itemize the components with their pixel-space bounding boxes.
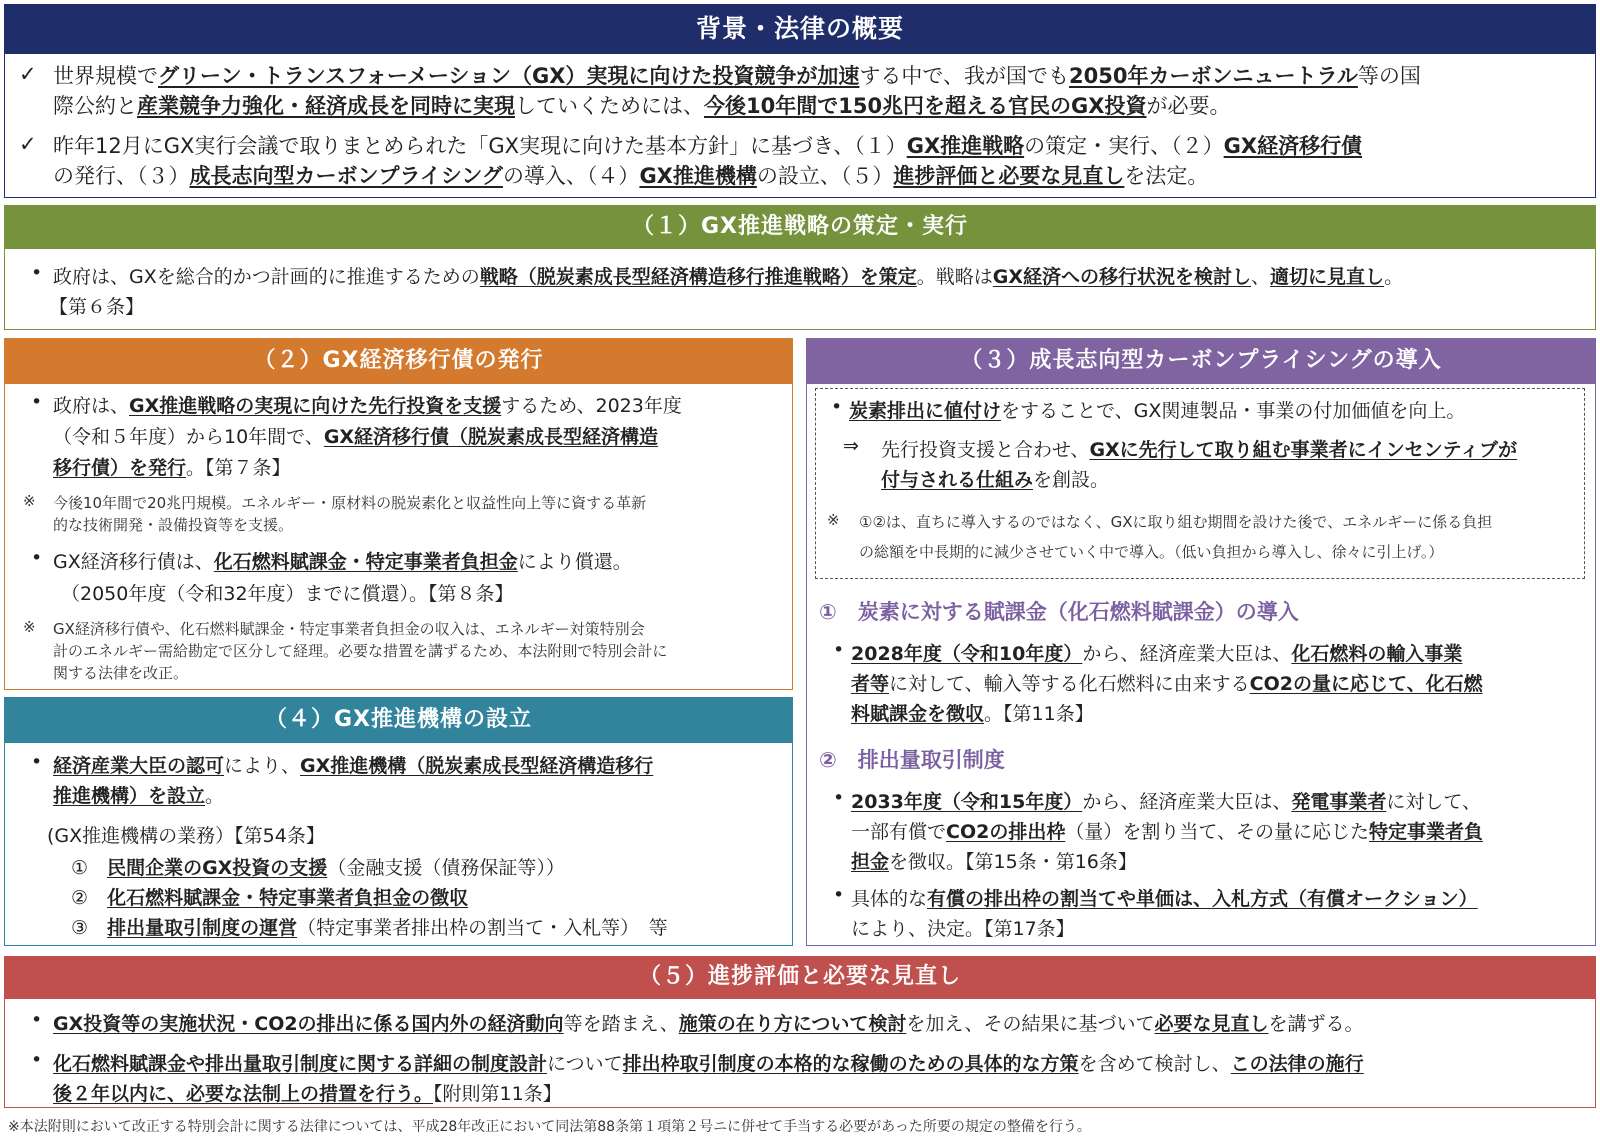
s2-note1-line1: 今後10年間で20兆円規模。エネルギー・原材料の脱炭素化と収益性向上等に資する革新	[53, 494, 647, 512]
s3-b1: 炭素排出に値付けをすることで、GX関連製品・事業の付加価値を向上。	[849, 400, 1466, 422]
s4-b1-line1: 経済産業大臣の認可により、GX推進機構（脱炭素成長型経済構造移行	[53, 755, 654, 777]
section2-header: （２）GX経済移行債の発行	[4, 338, 793, 383]
section4-box	[4, 742, 793, 946]
section1-box	[4, 248, 1596, 330]
section5-header: （５）進捗評価と必要な見直し	[4, 956, 1596, 998]
s3-heading-1: ① 炭素に対する賦課金（化石燃料賦課金）の導入	[819, 600, 1299, 624]
bullet: •	[31, 1049, 43, 1071]
s3-note-line1: ①②は、直ちに導入するのではなく、GXに取り組む期間を設けた後で、エネルギーに係る負担	[859, 513, 1493, 531]
s2-b2-line1: GX経済移行債は、化石燃料賦課金・特定事業者負担金により償還。	[53, 551, 632, 573]
s2-note2-line3: 関する法律を改正。	[53, 664, 189, 682]
background-header: 背景・法律の概要	[4, 4, 1596, 53]
s5-b2-line1: 化石燃料賦課金や排出量取引制度に関する詳細の制度設計について排出枠取引制度の本格的な稼働のための具体的な方策を含めて検討し、この法律の施行	[53, 1053, 1364, 1075]
section4-header: （４）GX推進機構の設立	[4, 697, 793, 742]
background-box	[4, 53, 1596, 198]
s4-duty-2: ② 化石燃料賦課金・特定事業者負担金の徴収	[71, 887, 469, 909]
s1-line1: 政府は、GXを総合的かつ計画的に推進するための戦略（脱炭素成長型経済構造移行推進戦略）を策定。戦略はGX経済への移行状況を検討し、適切に見直し。	[53, 266, 1404, 288]
bullet: •	[31, 1009, 43, 1031]
s3-c2-line2: 一部有償でCO2の排出枠（量）を割り当て、その量に応じた特定事業者負	[851, 821, 1483, 843]
bg-p2-line2: の発行、（３）成長志向型カーボンプライシングの導入、（４）GX推進機構の設立、（５）進捗評価と必要な見直しを法定。	[53, 164, 1209, 188]
bullet: •	[833, 884, 845, 906]
note-mark: ※	[23, 492, 36, 510]
section3-box	[806, 383, 1596, 946]
section1-header: （１）GX推進戦略の策定・実行	[4, 205, 1596, 248]
bullet: •	[833, 787, 845, 809]
s3-c1-line1: 2028年度（令和10年度）から、経済産業大臣は、化石燃料の輸入事業	[851, 643, 1463, 665]
s4-duties-head: (GX推進機構の業務）【第54条】	[47, 825, 325, 847]
s3-heading-2: ② 排出量取引制度	[819, 748, 1005, 772]
bullet: •	[831, 396, 843, 418]
s3-c2-line1: 2033年度（令和15年度）から、経済産業大臣は、発電事業者に対して、	[851, 791, 1481, 813]
s2-b1-line1: 政府は、GX推進戦略の実現に向けた先行投資を支援するため、2023年度	[53, 395, 682, 417]
bullet: •	[31, 547, 43, 569]
arrow-icon: ⇒	[843, 435, 859, 457]
bg-p2-line1: 昨年12月にGX実行会議で取りまとめられた「GX実現に向けた基本方針」に基づき、（１）GX推進戦略の策定・実行、（２）GX経済移行債	[53, 134, 1363, 158]
section3-header: （３）成長志向型カーボンプライシングの導入	[806, 338, 1596, 383]
s4-duty-3: ③ 排出量取引制度の運営（特定事業者排出枠の割当て・入札等） 等	[71, 917, 668, 939]
note-mark: ※	[827, 511, 840, 529]
note-mark: ※	[23, 618, 36, 636]
s2-b1-line2: （令和５年度）から10年間で、GX経済移行債（脱炭素成長型経済構造	[53, 426, 659, 448]
bullet: •	[833, 639, 845, 661]
s2-note2-line2: 計のエネルギー需給勘定で区分して経理。必要な措置を講ずるため、本法附則で特別会計に	[53, 642, 668, 660]
check-icon: ✓	[19, 132, 37, 156]
section2-box	[4, 383, 793, 690]
bg-p1-line1: 世界規模でグリーン・トランスフォーメーション（GX）実現に向けた投資競争が加速する中で、我が国でも2050年カーボンニュートラル等の国	[53, 64, 1421, 88]
s5-b2-line2: 後２年以内に、必要な法制上の措置を行う。【附則第11条】	[53, 1083, 562, 1105]
s3-c1-line2: 者等に対して、輸入等する化石燃料に由来するCO2の量に応じて、化石燃	[851, 673, 1483, 695]
bullet: •	[31, 391, 43, 413]
s3-c1-line3: 料賦課金を徴収。【第11条】	[851, 703, 1094, 725]
bullet: •	[31, 262, 43, 284]
section5-box	[4, 998, 1596, 1108]
bg-p1-line2: 際公約と産業競争力強化・経済成長を同時に実現していくためには、今後10年間で150兆円を超える官民のGX投資が必要。	[53, 94, 1231, 118]
s2-b2-line2: （2050年度（令和32年度）までに償還）。【第８条】	[61, 583, 514, 605]
check-icon: ✓	[19, 62, 37, 86]
s1-line2: 【第６条】	[49, 296, 145, 318]
s3-c3-line1: 具体的な有償の排出枠の割当てや単価は、入札方式（有償オークション）	[851, 888, 1478, 910]
s2-note1-line2: 的な技術開発・設備投資等を支援。	[53, 516, 294, 534]
s3-c2-line3: 担金を徴収。【第15条・第16条】	[851, 851, 1137, 873]
s5-b1: GX投資等の実施状況・CO2の排出に係る国内外の経済動向等を踏まえ、施策の在り方について検討を加え、その結果に基づいて必要な見直しを講ずる。	[53, 1013, 1364, 1035]
s3-a-line2: 付与される仕組みを創設。	[881, 469, 1110, 491]
footnote: ※本法附則において改正する特別会計に関する法律については、平成28年改正において同法第88条第１項第２号ニに併せて手当する必要があった所要の規定の整備を行う。	[8, 1119, 1091, 1135]
s2-b1-line3: 移行債）を発行。【第７条】	[53, 457, 291, 479]
bullet: •	[31, 751, 43, 773]
s3-a-line1: 先行投資支援と合わせ、GXに先行して取り組む事業者にインセンティブが	[881, 439, 1518, 461]
s2-note2-line1: GX経済移行債や、化石燃料賦課金・特定事業者負担金の収入は、エネルギー対策特別会	[53, 620, 645, 638]
s4-duty-1: ① 民間企業のGX投資の支援（金融支援（債務保証等））	[71, 857, 565, 879]
s4-b1-line2: 推進機構）を設立。	[53, 785, 225, 807]
s3-note-line2: の総額を中長期的に減少させていく中で導入。（低い負担から導入し、徐々に引上げ。）	[859, 543, 1444, 561]
s3-c3-line2: により、決定。【第17条】	[851, 918, 1075, 940]
